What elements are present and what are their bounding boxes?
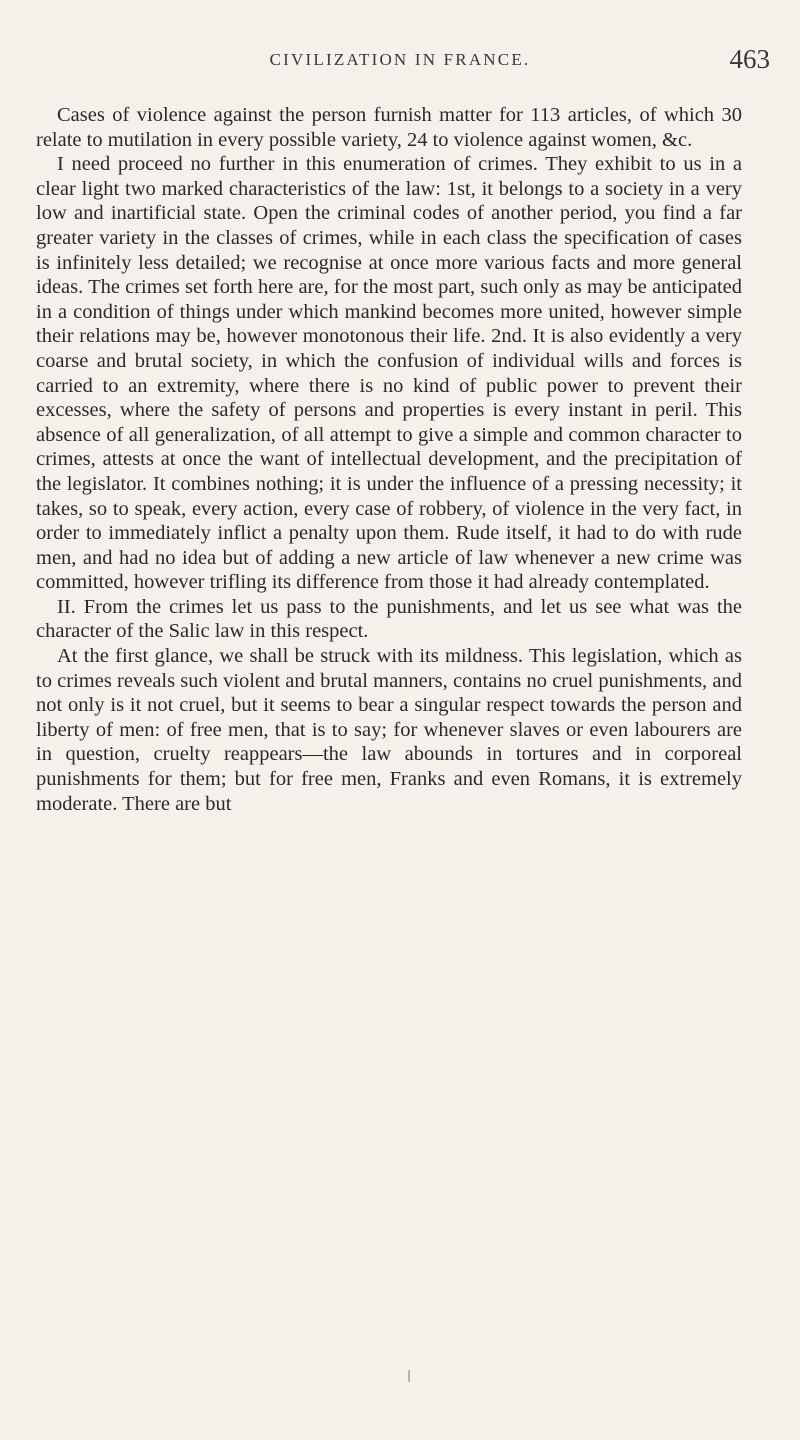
paragraph-violence-cases: Cases of violence against the person furnish matter for 113 articles, of which 30 relate to mutilation in every possible variety, 24 to violence against women, &c. bbox=[36, 104, 742, 151]
running-title: CIVILIZATION IN FRANCE. bbox=[269, 50, 531, 69]
paragraph-characteristics: I need proceed no further in this enumeration of crimes. They exhibit to us in a clear light two marked characteristics of the law: 1st, it belongs to a society in a very low and inartificial state. Open the criminal codes of another period, you find a far greater variety in the classes of crimes, while in each class the specification of cases is infinitely less detailed; we recognise at once more various facts and more general ideas. The crimes set forth here are, for the most part, such only as may be anticipated in a condition of things under which mankind becomes more united, however simple their relations may be, however monotonous their life. 2nd. It is also evidently a very coarse and brutal society, in which the confusion of individual wills and forces is carried to an extremity, where there is no kind of public power to prevent their excesses, where the safety of persons and properties is every instant in peril. This absence of all generalization, of all attempt to give a simple and common character to crimes, attests at once the want of intellectual development, and the precipitation of the legislator. It combines nothing; it is under the influence of a pressing necessity; it takes, so to speak, every action, every case of robbery, of violence in the very fact, in order to immediately inflict a penalty upon them. Rude itself, it had to do with rude men, and had no idea but of adding a new article of law whenever a new crime was committed, however trifling its difference from those it had already contemplated. bbox=[36, 153, 742, 594]
page-number: 463 bbox=[729, 44, 770, 74]
stray-mark bbox=[408, 1370, 410, 1382]
paragraph-mildness: At the first glance, we shall be struck with its mildness. This legislation, which as to crimes reveals such violent and brutal manners, contains no cruel punishments, and not only is it not cruel, but it seems to bear a singular respect towards the person and liberty of men: of free men, that is to say; for whenever slaves or even labourers are in question, cruelty reappears—the law abounds in tortures and in corporeal punishments for them; but for free men, Franks and even Romans, it is extremely moderate. There are but bbox=[36, 645, 742, 815]
body-text bbox=[36, 103, 742, 816]
running-head bbox=[0, 44, 800, 78]
paragraph-punishments-intro: II. From the crimes let us pass to the punishments, and let us see what was the character of the Salic law in this respect. bbox=[36, 595, 742, 643]
